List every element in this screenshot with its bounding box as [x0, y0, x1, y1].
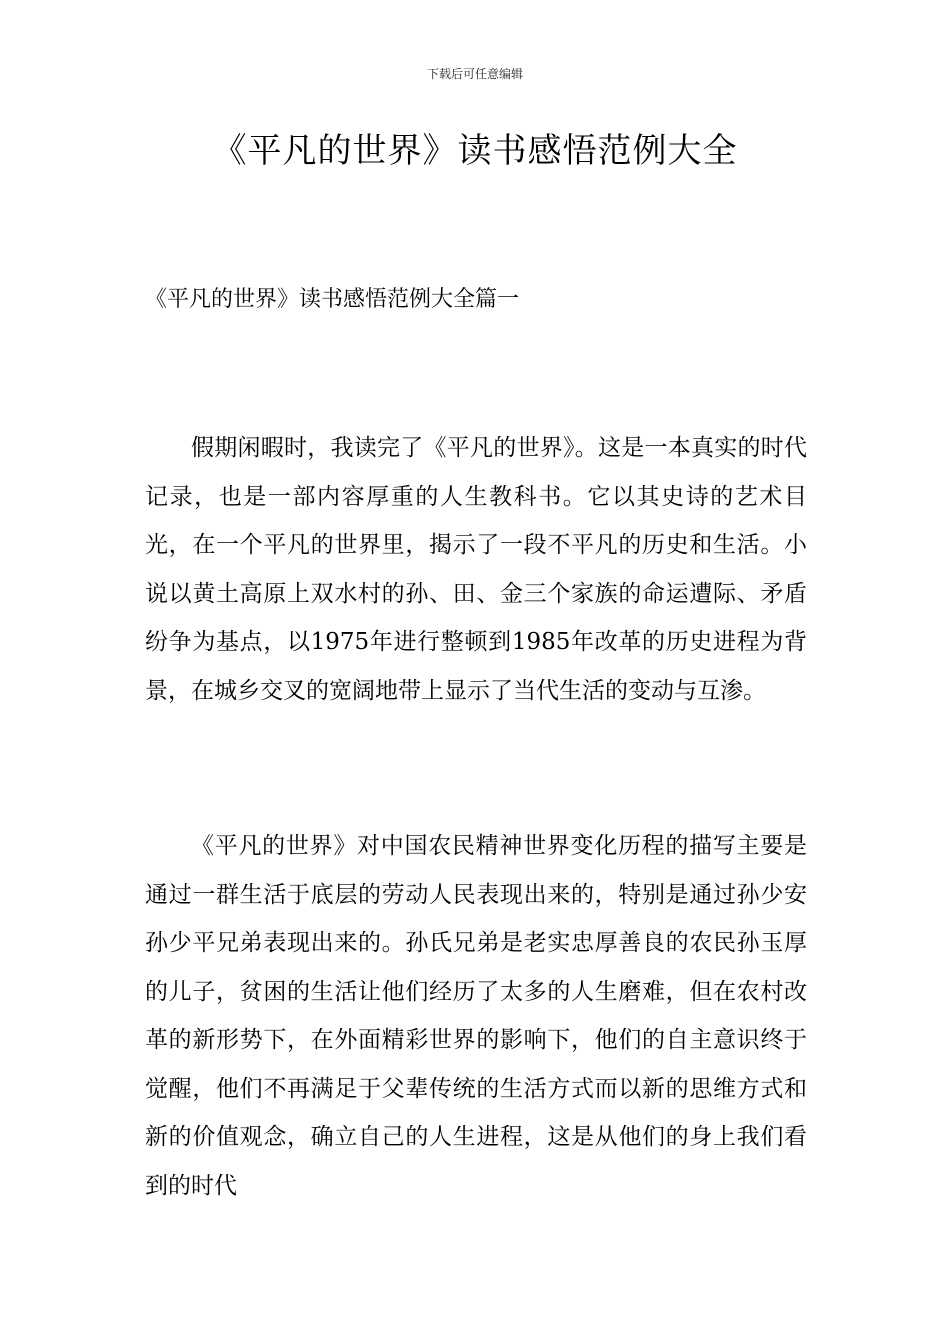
- body-paragraph: 《平凡的世界》对中国农民精神世界变化历程的描写主要是通过一群生活于底层的劳动人民表现出来的，特别是通过孙少安孙少平兄弟表现出来的。孙氏兄弟是老实忠厚善良的农民孙玉厚的儿子，贫困的生活让他们经历了太多的人生磨难，但在农村改革的新形势下，在外面精彩世界的影响下，他们的自主意识终于觉醒，他们不再满足于父辈传统的生活方式而以新的思维方式和新的价值观念，确立自己的人生进程，这是从他们的身上我们看到的时代: [145, 833, 807, 1199]
- body-paragraph: 假期闲暇时，我读完了《平凡的世界》。这是一本真实的时代记录，也是一部内容厚重的人生教科书。它以其史诗的艺术目光，在一个平凡的世界里，揭示了一段不平凡的历史和生活。小说以黄土高原上双水村的孙、田、金三个家族的命运遭际、矛盾纷争为基点，以1975年进行整顿到1985年改革的历史进程为背景，在城乡交叉的宽阔地带上显示了当代生活的变动与互渗。: [145, 435, 807, 704]
- section-heading: 《平凡的世界》读书感悟范例大全篇一: [145, 287, 520, 312]
- header-note: 下载后可任意编辑: [426, 67, 523, 81]
- document-title: 《平凡的世界》读书感悟范例大全: [212, 131, 738, 171]
